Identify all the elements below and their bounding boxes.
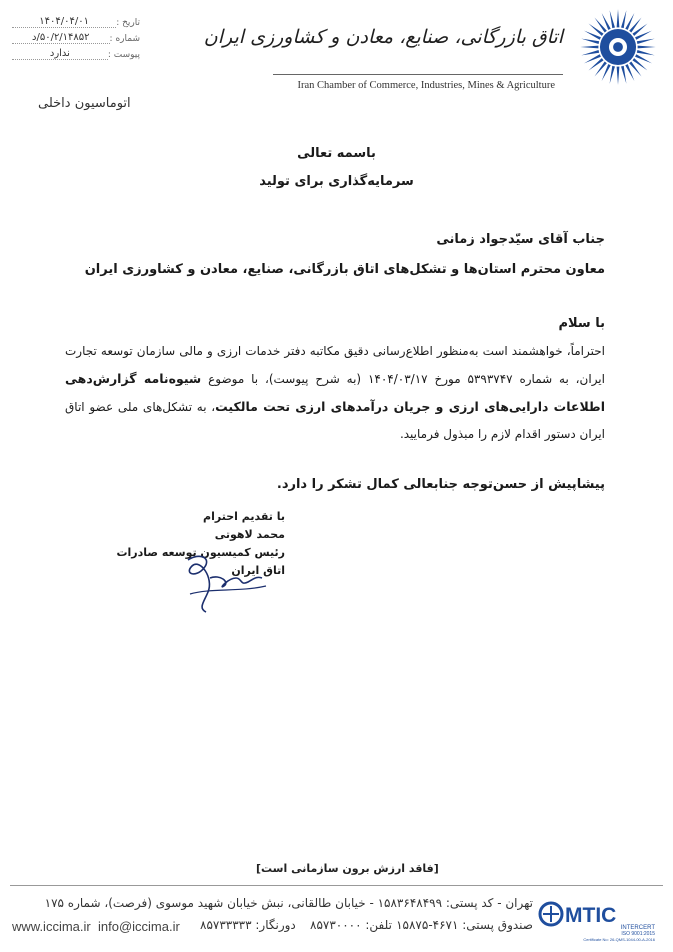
chamber-logo-icon [577,6,659,88]
logo-ray [617,67,620,85]
footer-fax: دورنگار: ۸۵۷۳۳۳۳۳ [200,918,296,932]
letter-subject: سرمایه‌گذاری برای تولید [259,174,414,189]
meta-number-label: شماره : [109,34,140,44]
footer-website-link[interactable]: www.iccima.ir [12,919,91,934]
paragraph-part-1: احتراماً، خواهشمند است به‌منظور اطلاع‌رسانی دقیق مکاتبه دفتر خدمات ارزی و مالی سازمان توسعه تجارت ایران، به شماره ۵۳۹۳۷۴۷ مورخ ۱۴۰۴/۰۳/۱۷ (به شرح پیوست)، با موضوع [65,344,605,386]
chamber-name-fa: اتاق بازرگانی، صنایع، معادن و کشاورزی ایران [203,26,563,48]
letter-meta [12,12,140,60]
paragraph-bold-topic: شیوه‌نامه گزارش‌دهی اطلاعات دارایی‌های ارزی و جریان درآمدهای ارزی تحت مالکیت [65,371,605,414]
logo-ray [621,10,626,28]
meta-date-value: ۱۴۰۴/۰۴/۰۱ [12,16,116,28]
logo-ray [637,39,655,44]
addressee-name: جناب آقای سیّدجواد زمانی [436,232,605,247]
meta-number-value: ۵۰/۲/۱۴۸۵۲/د [12,32,110,44]
logo-ray [581,39,599,44]
footer-pobox: صندوق پستی: ۴۶۷۱-۱۵۸۷۵ [396,918,533,932]
logo-ray [638,46,656,49]
signature-regards: با تقدیم احترام [203,510,285,523]
cert-line-2: ISO 9001:2015 [621,931,655,937]
signature-position: رئیس کمیسیون توسعه صادرات اتاق ایران [116,546,285,577]
addressee-title: معاون محترم استان‌ها و تشکل‌های اتاق بازرگانی، صنایع، معادن و کشاورزی ایران [84,262,605,277]
logo-ray [610,10,615,28]
logo-ray [621,66,626,84]
logo-ray [610,66,615,84]
meta-attachment-value: ندارد [12,48,108,60]
footer-email-link[interactable]: info@iccima.ir [98,919,180,934]
footer-address: تهران - کد پستی: ۱۵۸۳۶۴۸۴۹۹ - خیابان طالقانی، نبش خیابان شهید موسوی (فرصت)، شماره ۱۷۵ [44,896,533,910]
meta-date-label: تاریخ : [116,18,140,28]
no-external-value-note: [فاقد ارزش برون سازمانی است] [256,862,439,875]
invocation: باسمه تعالی [297,146,376,161]
paragraph-part-2: ، به تشکل‌های ملی عضو اتاق ایران دستور اقدام لازم را مبذول فرمایید. [65,400,605,441]
cert-line-1: INTERCERT [620,925,655,931]
salutation: با سلام [558,316,605,331]
meta-date-row [12,12,140,28]
certification-logo-icon [537,898,659,942]
footer-divider [10,885,663,886]
handwritten-signature-icon [170,548,280,618]
signature-name: محمد لاهوتی [214,528,285,541]
logo-ray [581,50,599,55]
cert-line-3: Certificate No: 26-QMS-1044-00-A-2016 [583,937,655,942]
logo-ray [617,9,620,27]
meta-number-row [12,28,140,44]
footer-phone: تلفن: ۸۵۷۳۰۰۰۰ [310,918,392,932]
header-divider [273,74,563,75]
meta-attachment-row [12,44,140,60]
logo-ray [637,50,655,55]
closing-line: پیشاپیش از حسن‌توجه جنابعالی کمال تشکر را دارد. [276,477,605,492]
logo-ray [580,46,598,49]
cert-brand-text: MTIC [565,904,617,927]
department-label: اتوماسیون داخلی [38,96,131,111]
meta-attachment-label: پیوست : [107,50,140,60]
letter-paragraph [65,338,605,448]
chamber-name-en: Iran Chamber of Commerce, Industries, Mines & Agriculture [297,80,555,91]
